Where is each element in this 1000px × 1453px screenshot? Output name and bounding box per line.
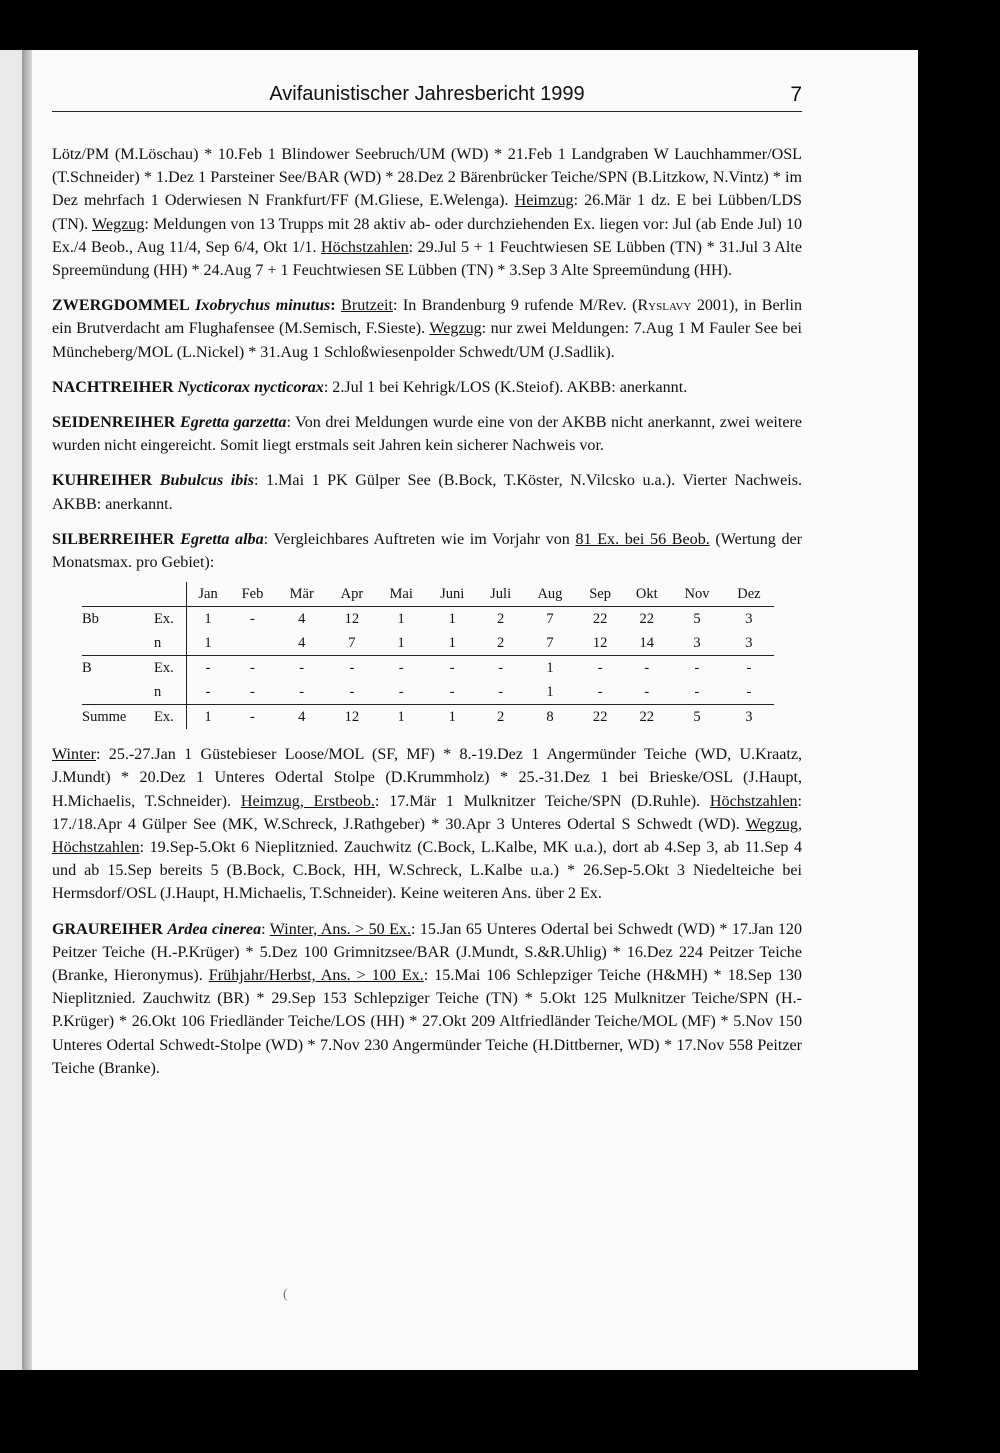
table-cell: 8: [546, 708, 554, 725]
month-header: Juni: [426, 582, 478, 607]
text-run: (Wertung der Monatsmax. pro Gebiet):: [52, 530, 802, 572]
text-run: : 19.Sep-5.Okt 6 Nieplitznied. Zauchwitz (C.Bock, L.Kalbe, MK u.a.), dort ab 4.Sep 3, ab 11.Sep 4 und ab 15.Sep bereits 5 (B.Bock, C.Bock, HH, W.Schreck, L.Kalbe u.a.) * 26.Sep-5.Okt 3 Niedelteiche bei Hermsdorf/OSL (J.Haupt, H.Michaelis, T.Schneider). Keine weiteren Ans. über 2 Ex.: [52, 839, 802, 903]
table-cell: -: [276, 680, 328, 705]
month-header: Apr: [328, 582, 376, 607]
table-cell: 12: [577, 631, 624, 656]
table-cell: 22: [639, 610, 655, 627]
underlined-heading: Frühjahr/Herbst, Ans. > 100 Ex.: [208, 967, 424, 985]
table-cell: [229, 631, 276, 656]
species-entry-graureiher: [52, 918, 802, 1080]
species-name: SILBERREIHER: [52, 530, 175, 548]
table-cell: -: [349, 659, 355, 676]
month-header: Jan: [187, 582, 230, 607]
text-run: : nur zwei Meldungen: 7.Aug 1 M Fauler See bei Müncheberg/MOL (L.Nickel) * 31.Aug 1 Schloßwiesenpolder Schwedt/UM (J.Sadlik).: [52, 320, 802, 361]
table-cell: 12: [344, 708, 360, 725]
stat-label: n: [154, 631, 187, 656]
stat-label: Ex.: [154, 705, 187, 730]
table-cell: -: [449, 659, 455, 676]
table-cell: -: [498, 659, 504, 676]
table-header-row: [82, 582, 774, 607]
table-cell: 2: [497, 708, 505, 725]
table-cell: -: [623, 680, 670, 705]
table-cell: 4: [276, 631, 328, 656]
underlined-heading: Heimzug: [514, 192, 574, 210]
species-latin-name: Egretta alba: [180, 530, 264, 548]
table-cell: 5: [693, 708, 701, 725]
table-cell: 3: [745, 610, 753, 627]
page-body: [52, 143, 802, 1092]
table-cell: -: [376, 680, 426, 705]
species-entry-silberreiher: [52, 528, 802, 574]
table-cell: -: [250, 708, 255, 725]
underlined-heading: Wegzug: [92, 215, 145, 233]
month-header: Okt: [623, 582, 670, 607]
table-cell: -: [187, 680, 230, 705]
page-number: 7: [790, 83, 802, 106]
table-cell: 14: [623, 631, 670, 656]
table-cell: 3: [670, 631, 724, 656]
table-cell: -: [694, 659, 700, 676]
table-cell: 7: [523, 631, 577, 656]
underlined-heading: Brutzeit: [341, 297, 393, 315]
stray-mark: (: [283, 1287, 288, 1302]
text-run: : 1.Mai 1 PK Gülper See (B.Bock, T.Köster, N.Vilcsko u.a.). Vierter Nachweis. AKBB: anerkannt.: [52, 472, 802, 513]
region-label: Bb: [82, 610, 99, 627]
text-run: : 15.Jan 65 Unteres Odertal bei Schwedt (WD) * 17.Jan 120 Peitzer Teiche (H.-P.Krüger) * 5.Dez 100 Grimnitzsee/BAR (J.Mundt, S.&R.Uhlig) * 16.Dez 224 Peitzer Teiche (Branke, Hieronymus).: [52, 920, 802, 985]
text-run: Lötz/PM (M.Löschau) * 10.Feb 1 Blindower Seebruch/UM (WD) * 21.Feb 1 Landgraben W Lauchhammer/OSL (T.Schneider) * 1.Dez 1 Parsteiner See/BAR (WD) * 28.Dez 2 Bärenbrücker Teiche/SPN (B.Litzkow, N.Vintz) * im Dez mehrfach 1 Oderwiesen N Frankfurt/FF (M.Gliese, E.Welenga).: [52, 146, 802, 210]
species-name: NACHTREIHER: [52, 378, 174, 396]
text-run: :: [261, 920, 270, 938]
text-run: : In Brandenburg 9 rufende M/Rev. (: [392, 297, 638, 315]
table-row: [82, 656, 774, 681]
table-cell: -: [670, 680, 724, 705]
table-cell: 1: [204, 708, 212, 725]
text-run: : 17.Mär 1 Mulknitzer Teiche/SPN (D.Ruhle).: [374, 792, 710, 810]
table-cell: 7: [328, 631, 376, 656]
header-title: Avifaunistischer Jahresbericht 1999: [269, 83, 585, 105]
table-cell: 1: [426, 631, 478, 656]
table-cell: 22: [592, 708, 608, 725]
table-cell: -: [478, 680, 523, 705]
author-citation: Ryslavy: [637, 297, 692, 315]
stat-label: Ex.: [154, 656, 187, 681]
table-cell: -: [426, 680, 478, 705]
species-latin-name: Ixobrychus minutus: [195, 297, 331, 315]
text-run: : 29.Jul 5 + 1 Feuchtwiesen SE Lübben (TN) * 31.Jul 3 Alte Spreemündung (HH) * 24.Aug 7 + 1 Feuchtwiesen SE Lübben (TN) * 3.Sep 3 Alte Spreemündung (HH).: [52, 238, 802, 280]
table-row: [82, 680, 774, 705]
underlined-heading: Wegzug, Höchstzahlen: [52, 815, 802, 857]
underlined-heading: Höchstzahlen: [709, 792, 798, 810]
underlined-heading: Winter: [52, 746, 97, 764]
text-run: : 17./18.Apr 4 Gülper See (MK, W.Schreck, J.Rathgeber) * 30.Apr 3 Unteres Odertal S Schwedt (WD).: [52, 792, 802, 833]
table-cell: -: [229, 680, 276, 705]
table-cell: 22: [592, 610, 608, 627]
species-name: KUHREIHER: [52, 472, 153, 490]
month-header: Nov: [670, 582, 724, 607]
underlined-heading: Höchstzahlen: [321, 238, 409, 256]
region-label: B: [82, 659, 92, 676]
species-latin-name: Ardea cinerea: [167, 920, 262, 938]
silberreiher-phenology: [52, 743, 802, 905]
table-row: [82, 705, 774, 730]
species-name: SEIDENREIHER: [52, 414, 176, 432]
table-cell: 1: [546, 659, 554, 676]
table-cell: 1: [187, 631, 230, 656]
month-header: Juli: [478, 582, 523, 607]
paragraph-continuation: [52, 143, 802, 282]
table-cell: -: [299, 659, 305, 676]
species-latin-name: Nycticorax nycticorax: [177, 378, 324, 396]
month-header: Aug: [523, 582, 577, 607]
table-cell: 1: [376, 631, 426, 656]
text-run: : Von drei Meldungen wurde eine von der AKBB nicht anerkannt, zwei weitere wurden nicht eingereicht. Somit liegt erstmals seit Jahren kein sicherer Nachweis vor.: [52, 414, 802, 455]
table-cell: 1: [523, 680, 577, 705]
month-header: Mär: [276, 582, 328, 607]
species-name: ZWERGDOMMEL: [52, 297, 190, 315]
species-latin-name: Egretta garzetta: [179, 414, 287, 432]
table-cell: 1: [397, 610, 405, 627]
left-page-edge: [0, 50, 22, 1370]
text-run: : 26.Mär 1 dz. E bei Lübben/LDS (TN).: [52, 192, 802, 233]
text-run: 2001), in Berlin ein Brutverdacht am Flughafensee (M.Semisch, F.Sieste).: [52, 297, 803, 338]
underlined-heading: Wegzug: [429, 320, 482, 338]
table-cell: 1: [397, 708, 405, 725]
table-cell: 1: [448, 610, 456, 627]
table-cell: -: [746, 659, 752, 676]
table-cell: 5: [693, 610, 701, 627]
table-cell: -: [250, 659, 255, 676]
table-cell: 7: [546, 610, 554, 627]
table-cell: 1: [204, 610, 212, 627]
monthly-max-table: [82, 582, 774, 729]
month-header: Dez: [724, 582, 774, 607]
table-cell: -: [577, 680, 624, 705]
table-corner: [82, 582, 154, 607]
table-cell: -: [250, 610, 255, 627]
table-row: [82, 631, 774, 656]
stat-label: n: [154, 680, 187, 705]
region-label: [82, 680, 154, 705]
table-cell: 2: [497, 610, 505, 627]
table-cell: -: [644, 659, 650, 676]
species-entry-seidenreiher: [52, 411, 802, 457]
month-header: Sep: [577, 582, 624, 607]
table-cell: -: [328, 680, 376, 705]
text-run: : Vergleichbares Auftreten wie im Vorjahr von: [263, 530, 576, 548]
underlined-heading: Winter, Ans. > 50 Ex.: [269, 920, 411, 938]
month-header: Mai: [376, 582, 426, 607]
text-run: : Meldungen von 13 Trupps mit 28 aktiv ab- oder durchziehenden Ex. liegen vor: Jul (ab Ende Jul) 10 Ex./4 Beob., Aug 11/4, Sep 6/4, Okt 1/1.: [52, 215, 803, 256]
region-label: [82, 631, 154, 656]
stat-label: Ex.: [154, 607, 187, 632]
species-entry-kuhreiher: [52, 469, 802, 515]
region-label: Summe: [82, 708, 127, 725]
species-entry-nachtreiher: [52, 376, 802, 399]
underlined-heading: Heimzug, Erstbeob.: [240, 792, 375, 810]
text-run: : 25.-27.Jan 1 Güstebieser Loose/MOL (SF, MF) * 8.-19.Dez 1 Angermünder Teiche (WD, U.Kraatz, J.Mundt) * 20.Dez 1 Unteres Odertal Stolpe (D.Krummholz) * 25.-31.Dez 1 bei Brieske/OSL (J.Haupt, H.Michaelis, T.Schneider).: [52, 746, 802, 810]
table-cell: 4: [298, 708, 306, 725]
text-run: : 15.Mai 106 Schlepziger Teiche (H&MH) * 18.Sep 130 Nieplitznied. Zauchwitz (BR) * 29.Sep 153 Schlepziger Teiche (TN) * 5.Okt 125 Mulknitzer Teiche/SPN (H.-P.Krüger) * 26.Okt 106 Friedländer Teiche/LOS (HH) * 27.Okt 209 Altfriedländer Teiche/MOL (MF) * 5.Nov 150 Unteres Odertal Schwedt-Stolpe (WD) * 7.Nov 230 Angermünder Teiche (H.Dittberner, WD) * 17.Nov 558 Peitzer Teiche (Branke).: [52, 967, 802, 1077]
species-name: GRAUREIHER: [52, 920, 163, 938]
table-cell: -: [398, 659, 404, 676]
table-cell: 1: [448, 708, 456, 725]
table-cell: -: [724, 680, 774, 705]
table-cell: 3: [745, 708, 753, 725]
table-cell: -: [205, 659, 211, 676]
running-header: [52, 83, 802, 112]
text-run: : 2.Jul 1 bei Kehrigk/LOS (K.Steiof). AKBB: anerkannt.: [323, 378, 688, 396]
table-cell: 12: [344, 610, 360, 627]
table-cell: 22: [639, 708, 655, 725]
table-row: [82, 607, 774, 632]
species-entry-zwergdommel: ZWERGDOMMEL Ixobrychus minutus: Brutzeit: In Brandenburg 9 rufende M/Rev. (Ryslavy 2001), in Berlin ein Brutverdacht am Flughafensee (M.Semisch, F.Sieste). Wegzug: nur zwei Meldungen: 7.Aug 1 M Fauler See bei Müncheberg/MOL (L.Nickel) * 31.Aug 1 Schloßwiesenpolder Schwedt/UM (J.Sadlik).: [52, 297, 803, 361]
table-cell: -: [597, 659, 603, 676]
month-header: Feb: [229, 582, 276, 607]
table-cell: 4: [298, 610, 306, 627]
table-corner: [154, 582, 187, 607]
species-latin-name: Bubulcus ibis: [159, 472, 255, 490]
table-cell: 2: [478, 631, 523, 656]
book-gutter: [22, 50, 32, 1370]
table-cell: 3: [724, 631, 774, 656]
underlined-count: 81 Ex. bei 56 Beob.: [575, 530, 710, 548]
